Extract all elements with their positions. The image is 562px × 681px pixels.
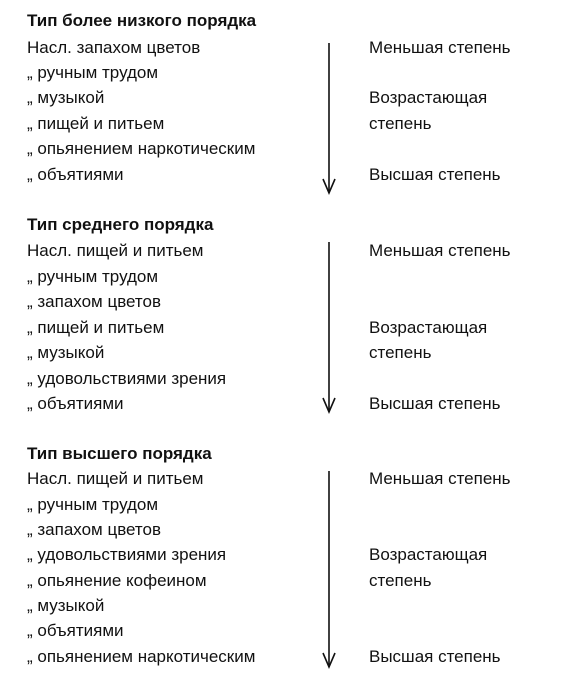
section-heading: Тип высшего порядка (27, 444, 212, 463)
degree-increasing-label-line2: степень (369, 343, 432, 362)
list-item: „ музыкой (27, 88, 105, 107)
section-heading: Тип более низкого порядка (27, 11, 257, 30)
list-item: „ пищей и питьем (27, 114, 165, 133)
degree-lower-label: Меньшая степень (369, 241, 511, 260)
list-item: „ удовольствиями зрения (27, 369, 227, 388)
list-item: „ объятиями (27, 621, 124, 640)
degree-increasing-label: Возрастающая (369, 88, 488, 107)
degree-highest-label: Высшая степень (369, 165, 501, 184)
list-item: „ пищей и питьем (27, 318, 165, 337)
degree-increasing-label: Возрастающая (369, 318, 488, 337)
list-item: „ музыкой (27, 343, 105, 362)
list-item: „ объятиями (27, 394, 124, 413)
list-item: „ музыкой (27, 596, 105, 615)
list-item: „ ручным трудом (27, 267, 159, 286)
section-heading: Тип среднего порядка (27, 215, 214, 234)
down-arrow-icon (322, 43, 336, 195)
degree-lower-label: Меньшая степень (369, 469, 511, 488)
list-item: „ опьянение кофеином (27, 571, 207, 590)
list-item: „ запахом цветов (27, 292, 162, 311)
list-item: „ опьянением наркотическим (27, 647, 256, 666)
list-item: „ запахом цветов (27, 520, 162, 539)
degree-increasing-label: Возрастающая (369, 545, 488, 564)
list-item: „ ручным трудом (27, 495, 159, 514)
list-item: Насл. пищей и питьем (27, 469, 204, 488)
list-item: „ опьянением наркотическим (27, 139, 256, 158)
list-item: Насл. пищей и питьем (27, 241, 204, 260)
degree-increasing-label-line2: степень (369, 114, 432, 133)
list-item: „ удовольствиями зрения (27, 545, 227, 564)
down-arrow-icon (322, 242, 336, 414)
degree-highest-label: Высшая степень (369, 394, 501, 413)
list-item: Насл. запахом цветов (27, 38, 201, 57)
list-item: „ ручным трудом (27, 63, 159, 82)
degree-increasing-label-line2: степень (369, 571, 432, 590)
list-item: „ объятиями (27, 165, 124, 184)
degree-lower-label: Меньшая степень (369, 38, 511, 57)
down-arrow-icon (322, 471, 336, 669)
degree-highest-label: Высшая степень (369, 647, 501, 666)
